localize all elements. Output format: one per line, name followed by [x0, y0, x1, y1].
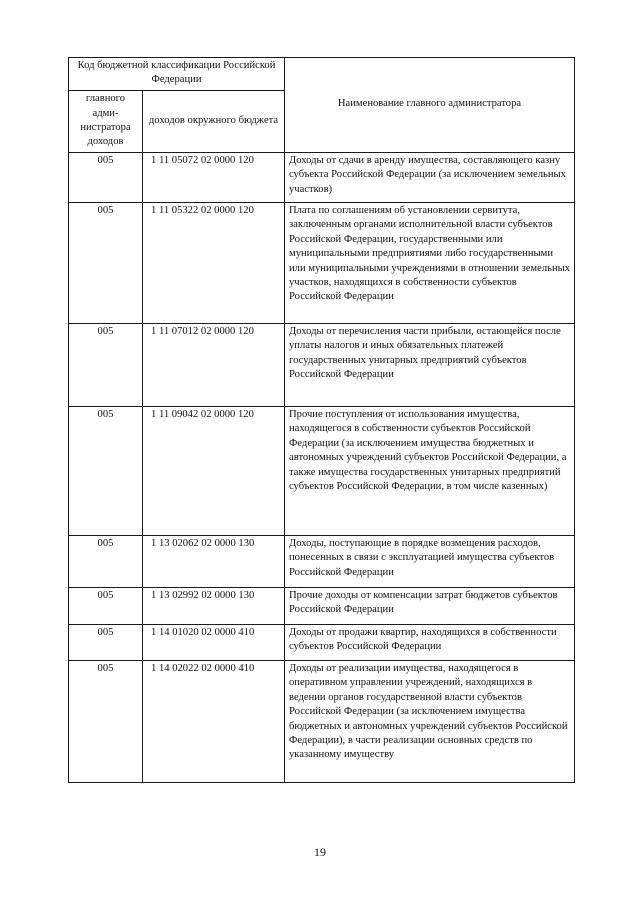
administrator-name-cell: Плата по соглашениям об установлении сервитута, заключенным органами исполнительной власти субъектов Российской Федерации, государственными или муниципальными предприятиями либо государственными или муниципальными учреждениями в отношении земельных участков, находящихся в собственности субъектов Российской Федерации	[285, 203, 575, 324]
administrator-name-cell: Доходы от сдачи в аренду имущества, составляющего казну субъекта Российской Федерации (за исключением земельных участков)	[285, 153, 575, 203]
revenue-code-cell: 1 11 05072 02 0000 120	[143, 153, 285, 203]
header-main-administrator: главного адми-нистратора доходов	[69, 91, 143, 153]
admin-code-cell: 005	[69, 625, 143, 661]
admin-code-cell: 005	[69, 407, 143, 536]
administrator-name-cell: Доходы, поступающие в порядке возмещения расходов, понесенных в связи с эксплуатацией имущества субъектов Российской Федерации	[285, 536, 575, 588]
administrator-name-cell: Доходы от продажи квартир, находящихся в собственности субъектов Российской Федерации	[285, 625, 575, 661]
admin-code-cell: 005	[69, 324, 143, 407]
budget-classification-table	[68, 57, 575, 783]
table-row	[69, 536, 575, 588]
table-row	[69, 588, 575, 625]
revenue-code-cell: 1 14 02022 02 0000 410	[143, 661, 285, 783]
table-row	[69, 625, 575, 661]
page-number: 19	[314, 845, 326, 859]
revenue-code-cell: 1 11 07012 02 0000 120	[143, 324, 285, 407]
admin-code-cell: 005	[69, 203, 143, 324]
revenue-code-cell: 1 11 05322 02 0000 120	[143, 203, 285, 324]
table-row	[69, 661, 575, 783]
administrator-name-cell: Прочие доходы от компенсации затрат бюджетов субъектов Российской Федерации	[285, 588, 575, 625]
table-row	[69, 153, 575, 203]
header-administrator-name: Наименование главного администратора	[285, 58, 575, 153]
revenue-code-cell: 1 13 02062 02 0000 130	[143, 536, 285, 588]
revenue-code-cell: 1 13 02992 02 0000 130	[143, 588, 285, 625]
administrator-name-cell: Доходы от реализации имущества, находящегося в оперативном управлении учреждений, находящихся в ведении органов государственной власти субъектов Российской Федерации (за исключением имущества бюджетных и автономных учреждений субъектов Российской Федерации), в части реализации основных средств по указанному имуществу	[285, 661, 575, 783]
admin-code-cell: 005	[69, 661, 143, 783]
table-row	[69, 324, 575, 407]
revenue-code-cell: 1 11 09042 02 0000 120	[143, 407, 285, 536]
administrator-name-cell: Доходы от перечисления части прибыли, остающейся после уплаты налогов и иных обязательных платежей государственных унитарных предприятий субъектов Российской Федерации	[285, 324, 575, 407]
admin-code-cell: 005	[69, 153, 143, 203]
administrator-name-cell: Прочие поступления от использования имущества, находящегося в собственности субъектов Российской Федерации (за исключением имущества бюджетных и автономных учреждений субъектов Российской Федерации, а также имущества государственных унитарных предприятий субъектов Российской Федерации, в том числе казенных)	[285, 407, 575, 536]
table-header-group-row	[69, 58, 575, 91]
admin-code-cell: 005	[69, 536, 143, 588]
table-row	[69, 203, 575, 324]
admin-code-cell: 005	[69, 588, 143, 625]
table-row	[69, 407, 575, 536]
revenue-code-cell: 1 14 01020 02 0000 410	[143, 625, 285, 661]
header-district-budget-revenue: доходов окружного бюджета	[143, 91, 285, 153]
header-budget-code-group: Код бюджетной классификации Российской Федерации	[69, 58, 285, 91]
